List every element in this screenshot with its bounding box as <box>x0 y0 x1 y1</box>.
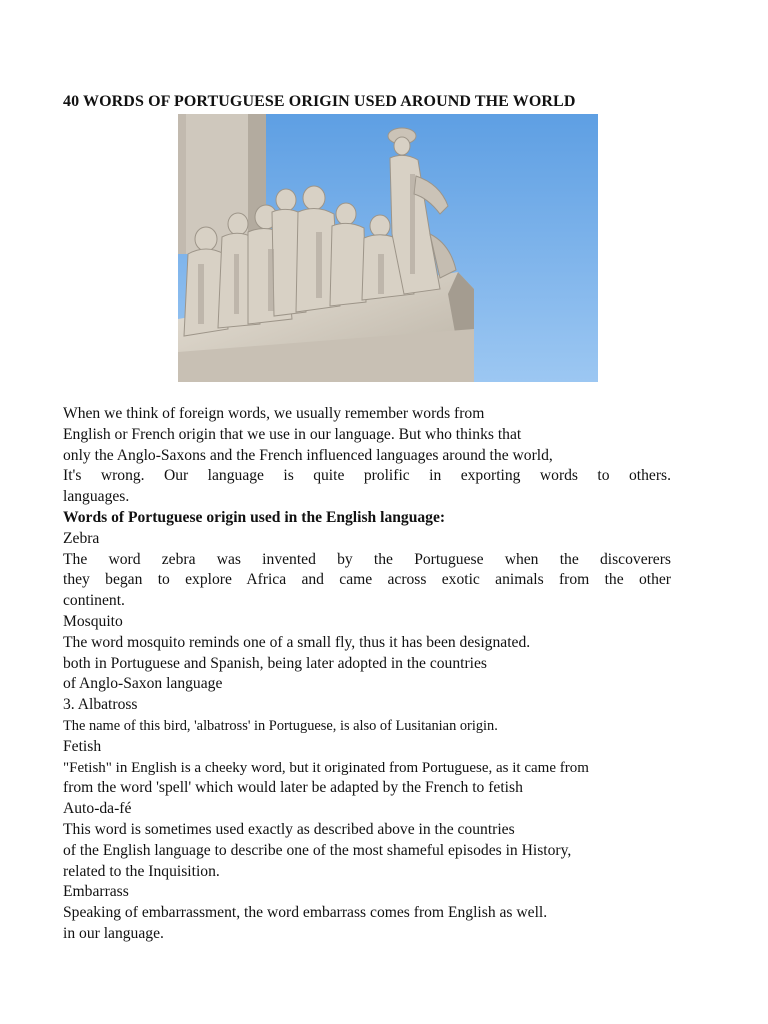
paragraph-line: of Anglo-Saxon language <box>63 675 223 693</box>
paragraph-line: in our language. <box>63 924 164 942</box>
paragraph-line: "Fetish" in English is a cheeky word, but it originated from Portuguese, as it came from <box>63 759 589 776</box>
monument-photo <box>178 114 598 382</box>
paragraph-line: The word mosquito reminds one of a small fly, thus it has been designated. <box>63 633 531 651</box>
paragraph-line: related to the Inquisition. <box>63 862 220 880</box>
paragraph-line: of the English language to describe one of the most shameful episodes in History, <box>63 841 572 859</box>
word-heading-fetish: Fetish <box>63 737 102 755</box>
word-heading-mosquito: Mosquito <box>63 612 123 630</box>
paragraph-line: continent. <box>63 592 125 610</box>
paragraph-line: When we think of foreign words, we usually remember words from <box>63 405 485 422</box>
paragraph-line: only the Anglo-Saxons and the French influenced languages around the world, <box>63 446 553 464</box>
paragraph-line: The word zebra was invented by the Portuguese when the discoverers <box>63 550 671 568</box>
word-heading-auto-da-fe: Auto-da-fé <box>63 800 132 818</box>
paragraph-line: Speaking of embarrassment, the word embarrass comes from English as well. <box>63 904 548 922</box>
paragraph-line: languages. <box>63 488 130 506</box>
word-heading-embarrass: Embarrass <box>63 883 129 901</box>
paragraph-line: English or French origin that we use in our language. But who thinks that <box>63 425 522 443</box>
word-heading-albatross: 3. Albatross <box>63 696 138 714</box>
paragraph-line: The name of this bird, 'albatross' in Portuguese, is also of Lusitanian origin. <box>63 717 498 734</box>
paragraph-line: they began to explore Africa and came across exotic animals from the other <box>63 571 671 589</box>
body-text <box>63 404 671 945</box>
paragraph-line: This word is sometimes used exactly as described above in the countries <box>63 820 515 838</box>
paragraph-line: from the word 'spell' which would later be adapted by the French to fetish <box>63 779 523 797</box>
section-heading: Words of Portuguese origin used in the English language: <box>63 508 446 526</box>
paragraph-line: both in Portuguese and Spanish, being later adopted in the countries <box>63 654 487 672</box>
page-title: 40 WORDS OF PORTUGUESE ORIGIN USED AROUND THE WORLD <box>63 93 576 110</box>
paragraph-line: It's wrong. Our language is quite prolific in exporting words to others. <box>63 467 671 485</box>
word-heading-zebra: Zebra <box>63 529 100 547</box>
